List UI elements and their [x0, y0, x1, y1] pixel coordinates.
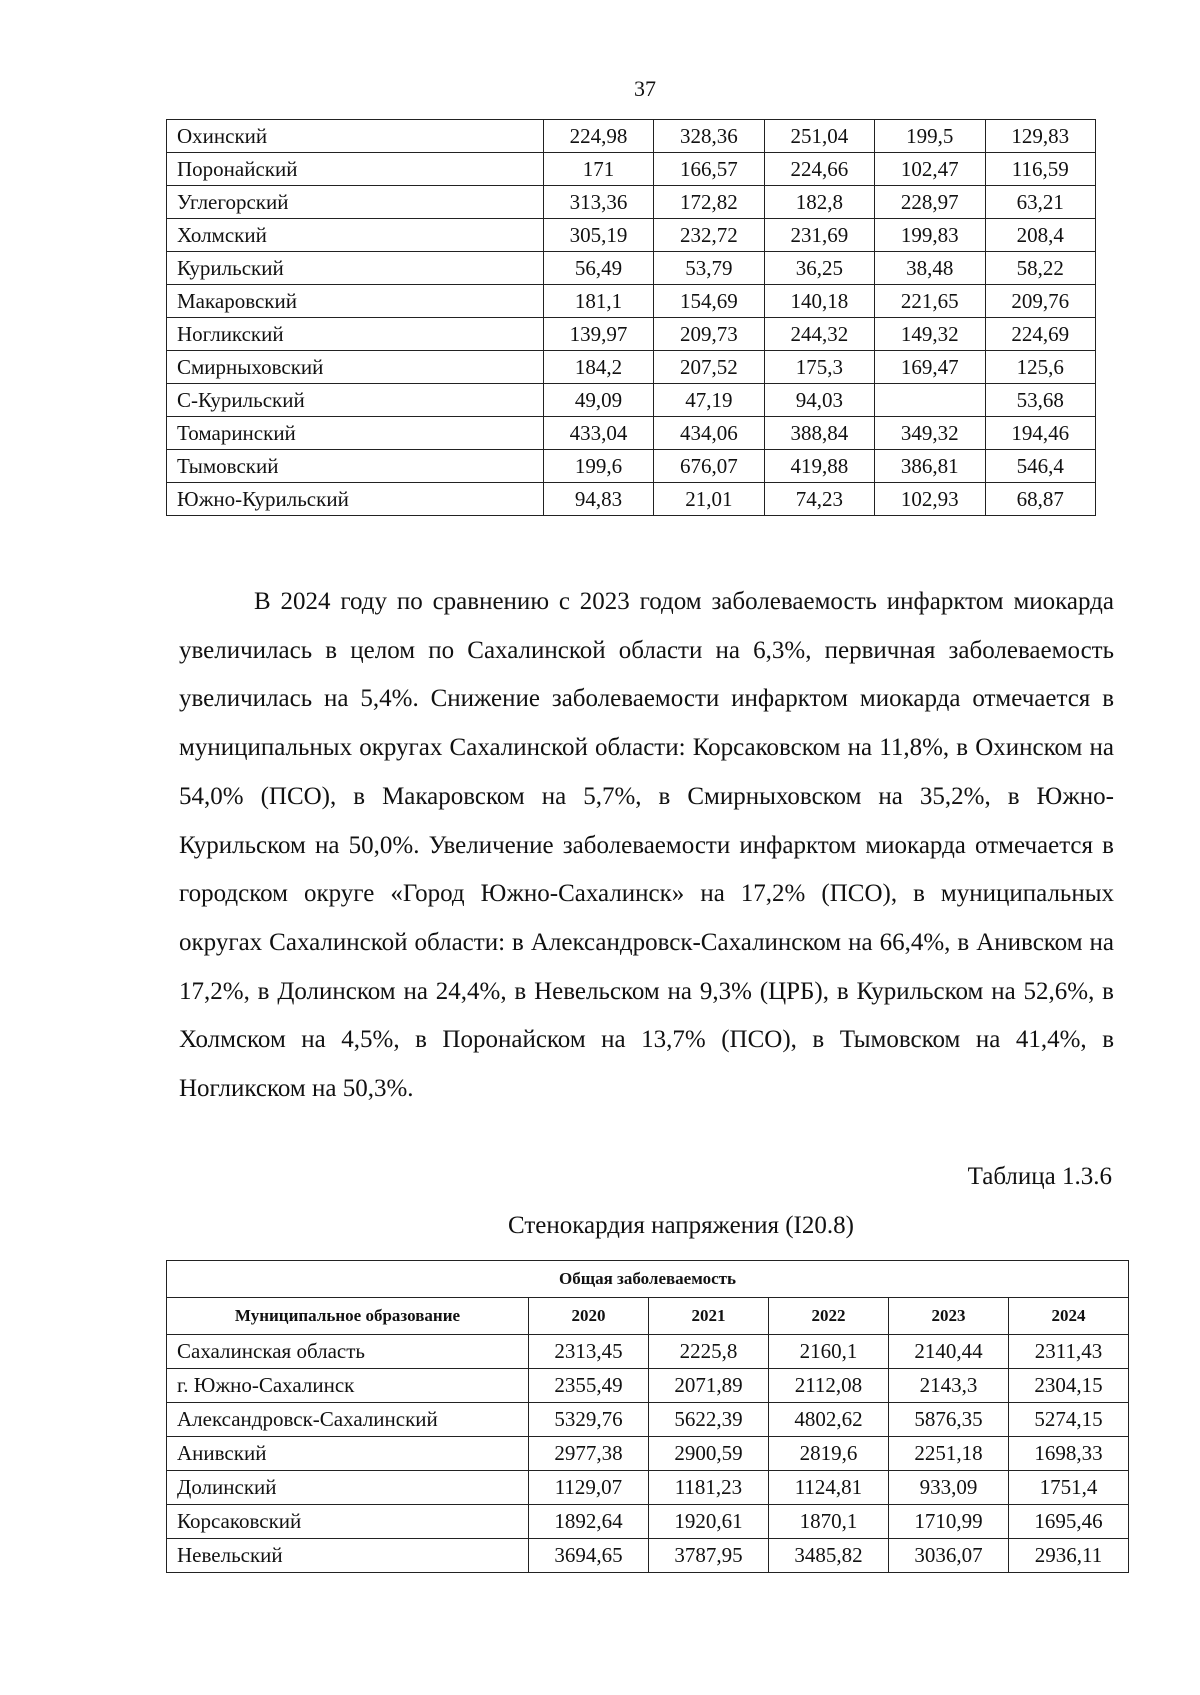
table-row [167, 1539, 1129, 1573]
table-cell: 194,46 [985, 417, 1095, 450]
table-cell: 53,68 [985, 384, 1095, 417]
table-cell: 5329,76 [528, 1403, 648, 1437]
table-cell: 169,47 [875, 351, 985, 384]
table-cell: 209,76 [985, 285, 1095, 318]
row-label: Невельский [167, 1539, 529, 1573]
table-cell: 129,83 [985, 120, 1095, 153]
row-label: Поронайский [167, 153, 544, 186]
table-cell: 166,57 [654, 153, 764, 186]
table-cell: 546,4 [985, 450, 1095, 483]
table-cell: 251,04 [764, 120, 874, 153]
table-header-row [167, 1298, 1129, 1335]
table-cell: 305,19 [543, 219, 653, 252]
table-cell: 228,97 [875, 186, 985, 219]
table-row [167, 1335, 1129, 1369]
table-cell: 224,69 [985, 318, 1095, 351]
table-cell: 1710,99 [888, 1505, 1008, 1539]
morbidity-table-continued [166, 119, 1096, 516]
table-cell: 221,65 [875, 285, 985, 318]
table-cell: 2304,15 [1008, 1369, 1128, 1403]
table-cell: 56,49 [543, 252, 653, 285]
row-label: Ногликский [167, 318, 544, 351]
table-number: Таблица 1.3.6 [967, 1163, 1112, 1190]
table-cell: 349,32 [875, 417, 985, 450]
table-cell: 232,72 [654, 219, 764, 252]
table-cell: 2936,11 [1008, 1539, 1128, 1573]
table-cell: 208,4 [985, 219, 1095, 252]
row-label: Смирныховский [167, 351, 544, 384]
table-cell: 3036,07 [888, 1539, 1008, 1573]
row-label: Макаровский [167, 285, 544, 318]
table-row [167, 318, 1096, 351]
page-number: 37 [634, 76, 656, 101]
row-label: Охинский [167, 120, 544, 153]
table-cell: 199,83 [875, 219, 985, 252]
table-cell: 53,79 [654, 252, 764, 285]
table-cell: 199,5 [875, 120, 985, 153]
table-cell: 1892,64 [528, 1505, 648, 1539]
column-header-municipality: Муниципальное образование [167, 1298, 529, 1335]
table-cell: 1870,1 [768, 1505, 888, 1539]
table-cell: 419,88 [764, 450, 874, 483]
table-row [167, 1437, 1129, 1471]
table-cell: 3787,95 [648, 1539, 768, 1573]
table-row [167, 1471, 1129, 1505]
table-cell: 116,59 [985, 153, 1095, 186]
table-cell: 1695,46 [1008, 1505, 1128, 1539]
table-cell: 2071,89 [648, 1369, 768, 1403]
table-cell: 102,47 [875, 153, 985, 186]
table-row [167, 351, 1096, 384]
table-cell: 4802,62 [768, 1403, 888, 1437]
row-label: Южно-Курильский [167, 483, 544, 516]
table-cell: 5876,35 [888, 1403, 1008, 1437]
body-paragraph: В 2024 году по сравнению с 2023 годом заболеваемость инфарктом миокарда увеличилась в целом по Сахалинской области на 6,3%, первичная заболеваемость увеличилась на 5,4%. Снижение заболеваемости инфарктом миокарда отмечается в муниципальных округах Сахалинской области: Корсаковском на 11,8%, в Охинском на 54,0% (ПСО), в Макаровском на 5,7%, в Смирныховском на 35,2%, в Южно-Курильском на 50,0%. Увеличение заболеваемости инфарктом миокарда отмечается в городском округе «Город Южно-Сахалинск» на 17,2% (ПСО), в муниципальных округах Сахалинской области: в Александровск-Сахалинском на 66,4%, в Анивском на 17,2%, в Долинском на 24,4%, в Невельском на 9,3% (ЦРБ), в Курильском на 52,6%, в Холмском на 4,5%, в Поронайском на 13,7% (ПСО), в Тымовском на 41,4%, в Ногликском на 50,3%. [179, 588, 1114, 1103]
row-label: С-Курильский [167, 384, 544, 417]
angina-table [166, 1260, 1129, 1573]
table-cell: 5622,39 [648, 1403, 768, 1437]
table-group-header-row [167, 1261, 1129, 1298]
table-cell: 21,01 [654, 483, 764, 516]
table-cell: 2251,18 [888, 1437, 1008, 1471]
table-cell: 1751,4 [1008, 1471, 1128, 1505]
table-cell: 175,3 [764, 351, 874, 384]
table-cell: 172,82 [654, 186, 764, 219]
table-row [167, 384, 1096, 417]
row-label: г. Южно-Сахалинск [167, 1369, 529, 1403]
table-row [167, 186, 1096, 219]
table-cell: 181,1 [543, 285, 653, 318]
table-cell: 3485,82 [768, 1539, 888, 1573]
table-cell [875, 384, 985, 417]
table-cell: 1920,61 [648, 1505, 768, 1539]
column-header-year: 2021 [648, 1298, 768, 1335]
table-cell: 171 [543, 153, 653, 186]
table-cell: 58,22 [985, 252, 1095, 285]
table-cell: 388,84 [764, 417, 874, 450]
table-cell: 1129,07 [528, 1471, 648, 1505]
table-cell: 244,32 [764, 318, 874, 351]
row-label: Углегорский [167, 186, 544, 219]
table-row [167, 450, 1096, 483]
table-cell: 434,06 [654, 417, 764, 450]
table-cell: 94,83 [543, 483, 653, 516]
table-cell: 1181,23 [648, 1471, 768, 1505]
table-cell: 2225,8 [648, 1335, 768, 1369]
table-row [167, 483, 1096, 516]
table-cell: 2355,49 [528, 1369, 648, 1403]
table-caption: Стенокардия напряжения (I20.8) [508, 1212, 854, 1239]
table-cell: 5274,15 [1008, 1403, 1128, 1437]
row-label: Тымовский [167, 450, 544, 483]
table-cell: 74,23 [764, 483, 874, 516]
table-cell: 63,21 [985, 186, 1095, 219]
table-cell: 139,97 [543, 318, 653, 351]
table-cell: 224,66 [764, 153, 874, 186]
table-cell: 231,69 [764, 219, 874, 252]
table-cell: 184,2 [543, 351, 653, 384]
table-cell: 433,04 [543, 417, 653, 450]
table-row [167, 1403, 1129, 1437]
table-cell: 125,6 [985, 351, 1095, 384]
table-cell: 328,36 [654, 120, 764, 153]
table-cell: 1124,81 [768, 1471, 888, 1505]
table-cell: 102,93 [875, 483, 985, 516]
group-header: Общая заболеваемость [167, 1261, 1129, 1298]
row-label: Корсаковский [167, 1505, 529, 1539]
column-header-year: 2020 [528, 1298, 648, 1335]
table-cell: 2900,59 [648, 1437, 768, 1471]
table-cell: 933,09 [888, 1471, 1008, 1505]
table-cell: 209,73 [654, 318, 764, 351]
table-cell: 2140,44 [888, 1335, 1008, 1369]
column-header-year: 2024 [1008, 1298, 1128, 1335]
row-label: Курильский [167, 252, 544, 285]
table-cell: 182,8 [764, 186, 874, 219]
table-row [167, 417, 1096, 450]
table-cell: 2313,45 [528, 1335, 648, 1369]
table-cell: 2112,08 [768, 1369, 888, 1403]
row-label: Томаринский [167, 417, 544, 450]
table-cell: 38,48 [875, 252, 985, 285]
table-cell: 2160,1 [768, 1335, 888, 1369]
column-header-year: 2023 [888, 1298, 1008, 1335]
table-cell: 224,98 [543, 120, 653, 153]
row-label: Сахалинская область [167, 1335, 529, 1369]
table-row [167, 252, 1096, 285]
table-cell: 207,52 [654, 351, 764, 384]
table-cell: 2977,38 [528, 1437, 648, 1471]
table-cell: 36,25 [764, 252, 874, 285]
table-row [167, 153, 1096, 186]
table-cell: 140,18 [764, 285, 874, 318]
table-row [167, 219, 1096, 252]
table-cell: 3694,65 [528, 1539, 648, 1573]
table-cell: 2819,6 [768, 1437, 888, 1471]
table-row [167, 1505, 1129, 1539]
table-row [167, 120, 1096, 153]
table-cell: 386,81 [875, 450, 985, 483]
table-cell: 676,07 [654, 450, 764, 483]
table-cell: 2143,3 [888, 1369, 1008, 1403]
table-cell: 149,32 [875, 318, 985, 351]
table-row [167, 285, 1096, 318]
table-row [167, 1369, 1129, 1403]
table-cell: 94,03 [764, 384, 874, 417]
table-cell: 68,87 [985, 483, 1095, 516]
table-cell: 1698,33 [1008, 1437, 1128, 1471]
table-cell: 313,36 [543, 186, 653, 219]
row-label: Александровск-Сахалинский [167, 1403, 529, 1437]
table-cell: 49,09 [543, 384, 653, 417]
row-label: Долинский [167, 1471, 529, 1505]
column-header-year: 2022 [768, 1298, 888, 1335]
table-cell: 47,19 [654, 384, 764, 417]
table-cell: 2311,43 [1008, 1335, 1128, 1369]
table-cell: 154,69 [654, 285, 764, 318]
row-label: Холмский [167, 219, 544, 252]
table-cell: 199,6 [543, 450, 653, 483]
row-label: Анивский [167, 1437, 529, 1471]
